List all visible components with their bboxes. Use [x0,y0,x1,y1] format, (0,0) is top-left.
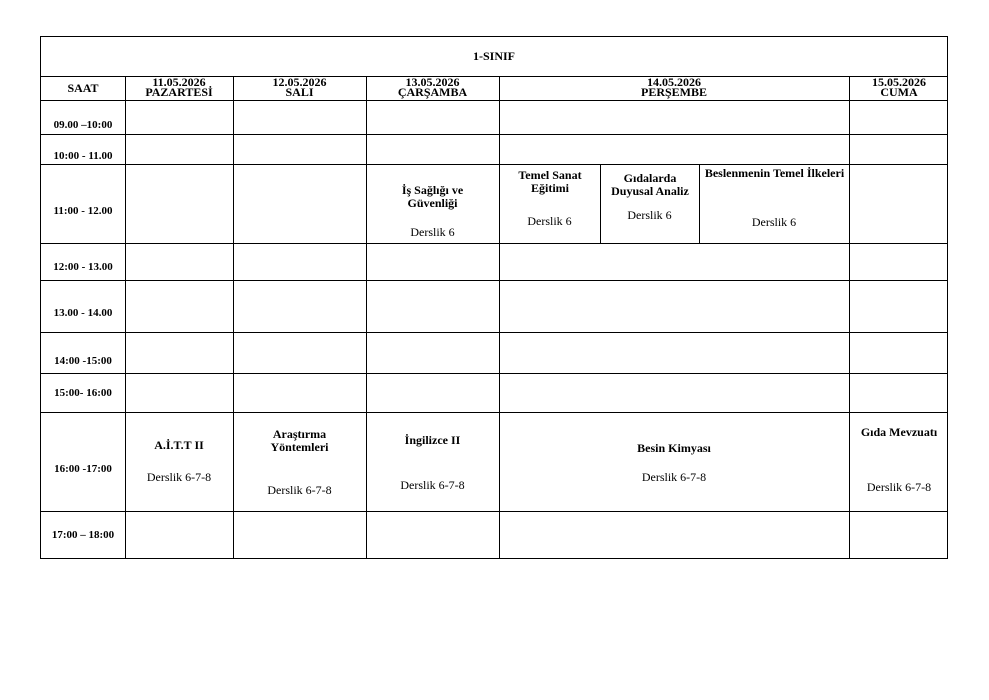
row-divider [41,243,948,244]
course-room: Derslik 6-7-8 [267,483,332,497]
course-room: Derslik 6-7-8 [400,478,465,492]
time-slot: 16:00 -17:00 [54,463,112,475]
day-header-monday: 11.05.2026 PAZARTESİ [145,75,213,99]
course-title: A.İ.T.T II [154,438,204,452]
course-room: Derslik 6 [527,214,572,228]
day-header-thursday: 14.05.2026 PERŞEMBE [640,75,707,99]
day-header-wednesday: 13.05.2026 ÇARŞAMBA [397,75,468,99]
course-title: Besin Kimyası [637,441,711,455]
row-divider [41,164,948,165]
course-title: Gıdalarda Duyusal Analiz [611,171,689,198]
row-divider [41,280,948,281]
course-title: Gıda Mevzuatı [860,425,938,439]
time-slot: 15:00- 16:00 [54,387,112,399]
time-slot: 10:00 - 11.00 [53,150,113,162]
course-room: Derslik 6 [410,225,455,239]
course-title: Araştırma Yöntemleri [270,427,329,454]
page-title: 1-SINIF [41,37,947,77]
time-slot: 11:00 - 12.00 [53,205,113,217]
time-slot: 12:00 - 13.00 [53,261,113,273]
col-divider [125,76,126,559]
row-divider [41,332,948,333]
time-slot: 09.00 –10:00 [53,119,113,131]
row-divider [41,412,948,413]
thursday-subdivider [699,164,700,243]
saat-header: SAAT [67,81,99,95]
time-slot: 17:00 – 18:00 [51,529,115,541]
course-title: İş Sağlığı ve Güvenliği [401,183,464,210]
course-room: Derslik 6-7-8 [146,470,212,484]
row-divider [41,511,948,512]
course-room: Derslik 6 [751,215,797,229]
time-slot: 14:00 -15:00 [54,355,112,367]
course-room: Derslik 6-7-8 [641,470,707,484]
day-header-tuesday: 12.05.2026 SALI [272,75,327,99]
col-divider [499,76,500,559]
row-divider [41,134,948,135]
course-title: Beslenmenin Temel İlkeleri [704,166,845,180]
course-room: Derslik 6-7-8 [866,480,932,494]
course-room: Derslik 6 [627,208,672,222]
course-title: İngilizce II [404,433,461,447]
course-title: Temel Sanat Eğitimi [518,168,582,195]
time-slot: 13.00 - 14.00 [53,307,113,319]
header-divider [41,100,948,101]
day-header-friday: 15.05.2026 CUMA [872,75,926,99]
schedule-table [40,36,948,559]
row-divider [41,373,948,374]
thursday-subdivider [600,164,601,243]
